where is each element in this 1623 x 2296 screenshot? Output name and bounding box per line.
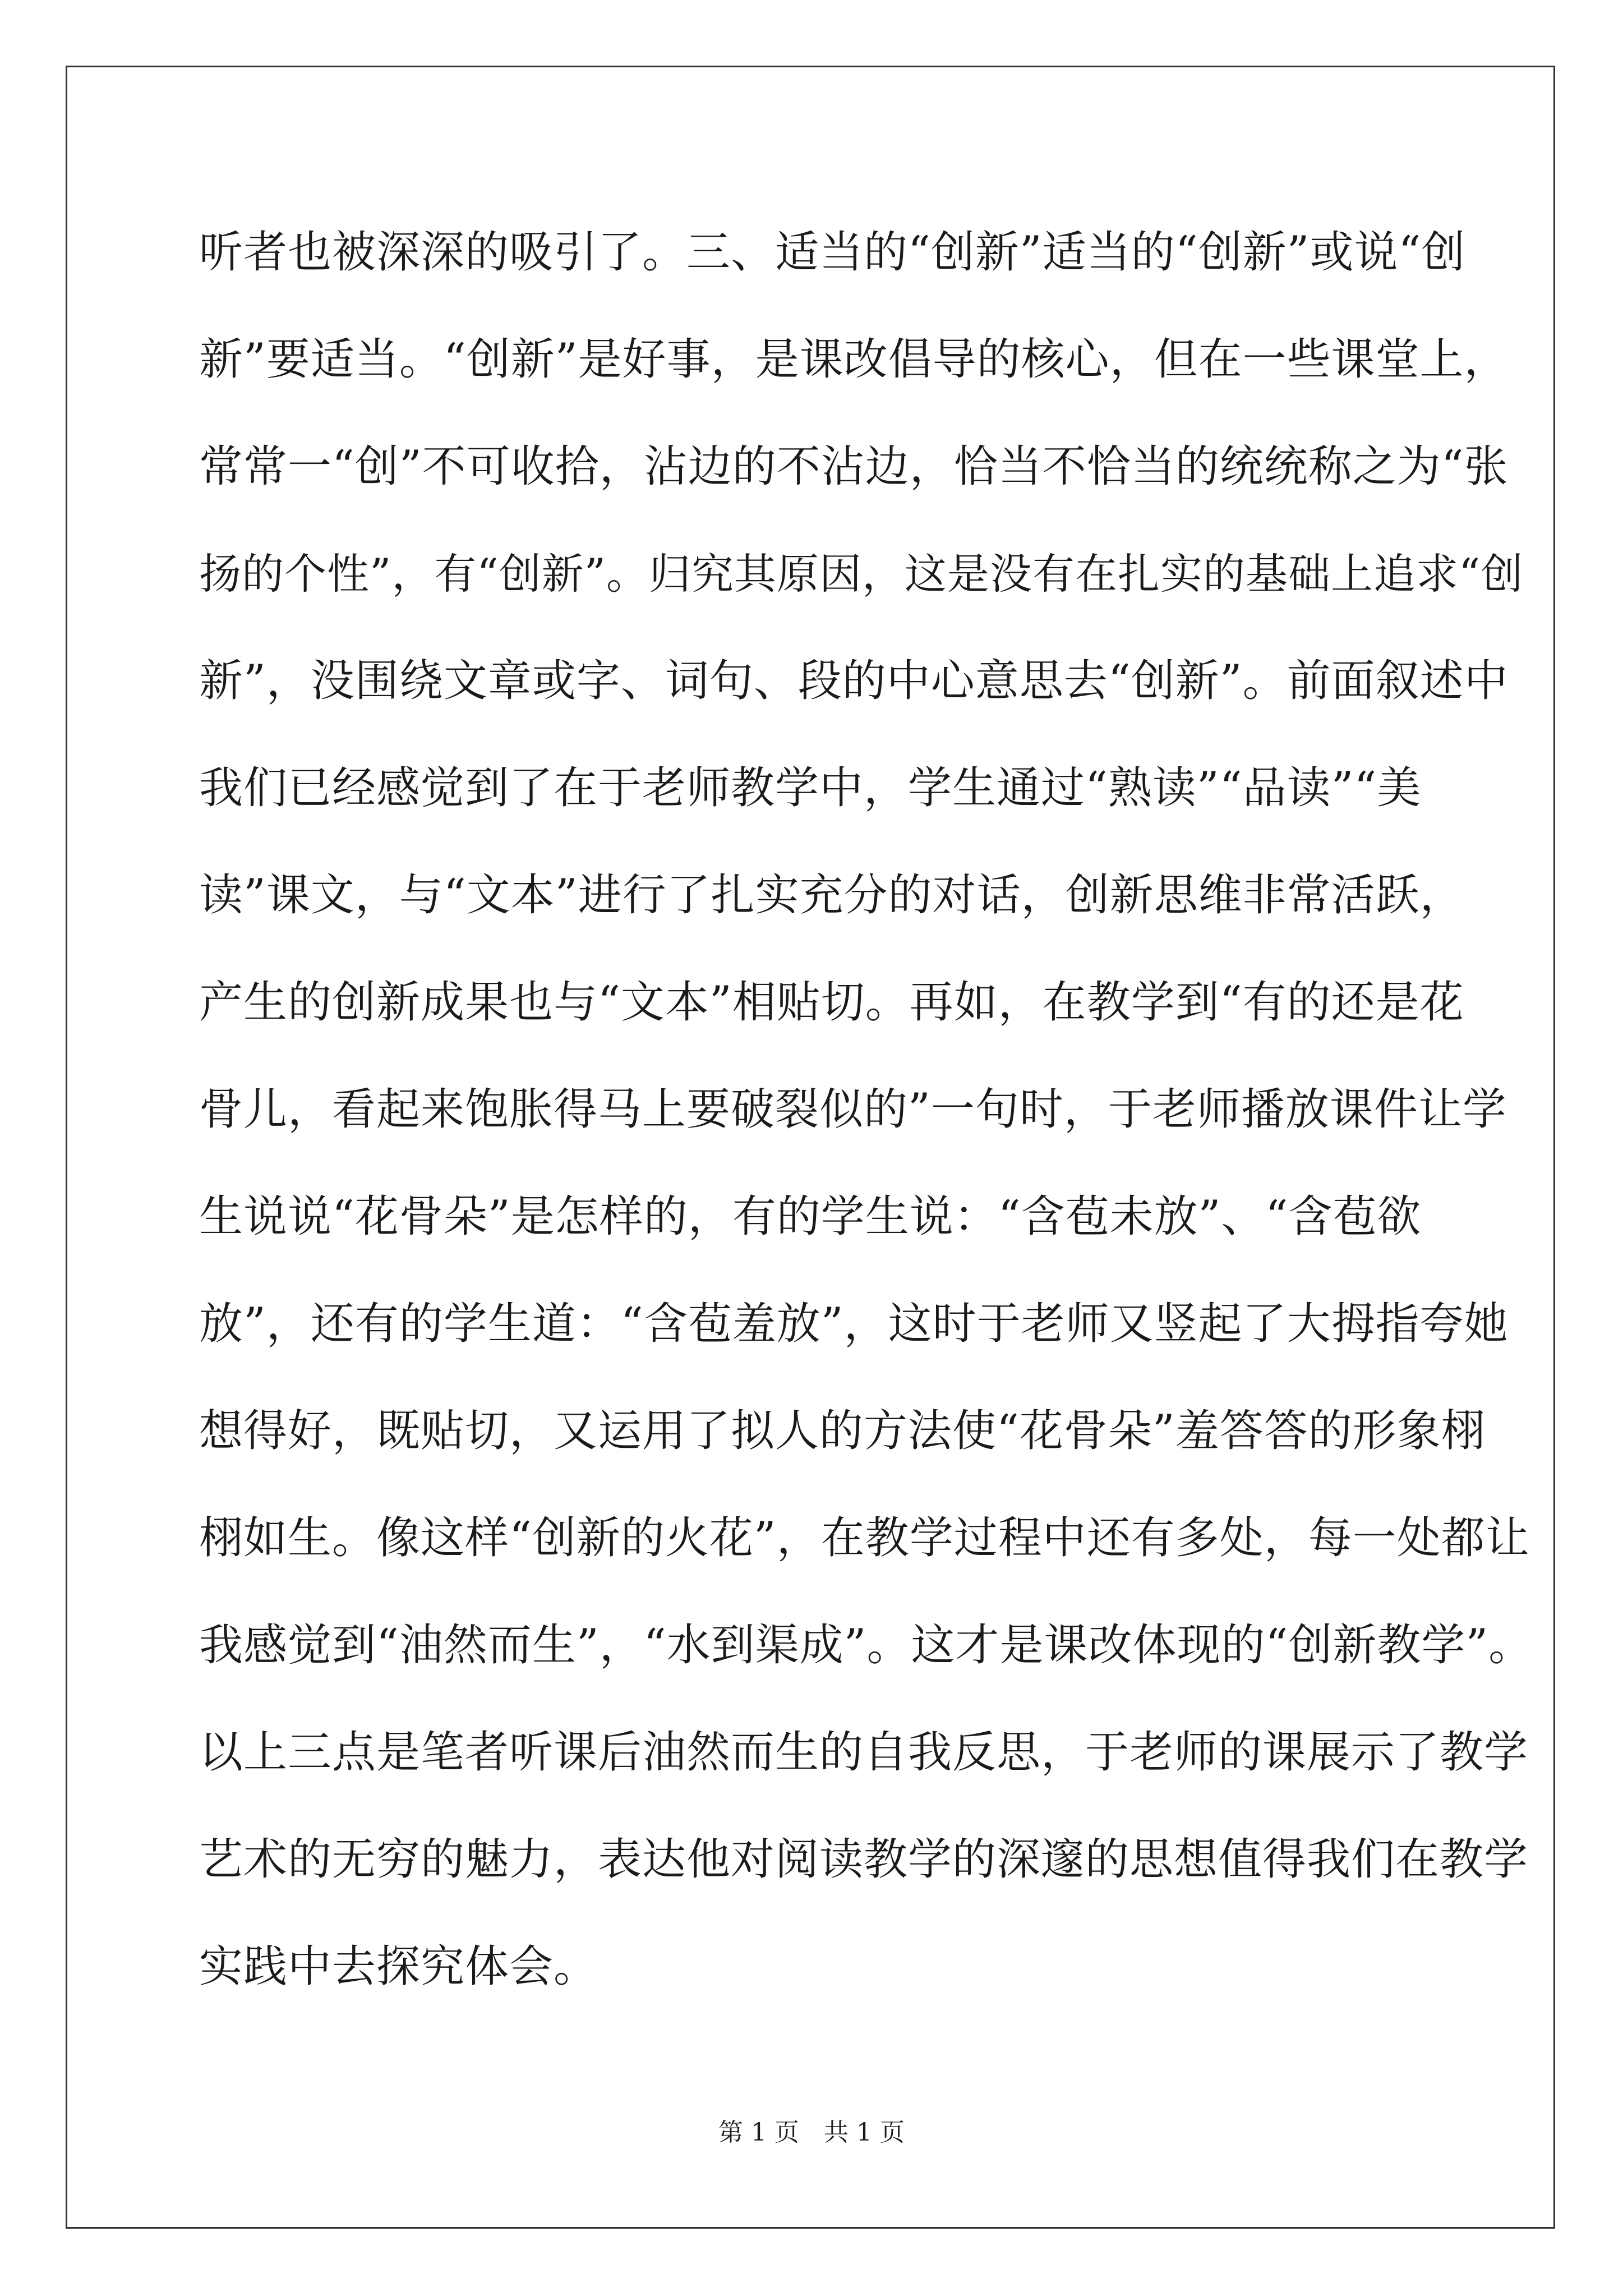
text-line: 读”课文，与“文本”进行了扎实充分的对话，创新思维非常活跃， <box>199 870 1464 921</box>
text-line: 常常一“创”不可收拾，沾边的不沾边，恰当不恰当的统统称之为“张 <box>199 441 1509 492</box>
text-line: 扬的个性”，有“创新”。归究其原因，这是没有在扎实的基础上追求“创 <box>199 549 1524 599</box>
text-line: 新”要适当。“创新”是好事，是课改倡导的核心，但在一些课堂上， <box>199 334 1509 385</box>
text-line: 以上三点是笔者听课后油然而生的自我反思，于老师的课展示了教学 <box>199 1727 1529 1778</box>
text-line: 生说说“花骨朵”是怎样的，有的学生说：“含苞未放”、“含苞欲 <box>199 1191 1422 1242</box>
page-number-footer: 第 1 页 共 1 页 <box>718 2118 905 2147</box>
text-line: 骨儿，看起来饱胀得马上要破裂似的”一句时，于老师播放课件让学 <box>199 1084 1507 1135</box>
text-line: 听者也被深深的吸引了。三、适当的“创新”适当的“创新”或说“创 <box>199 227 1466 278</box>
text-line: 栩如生。像这样“创新的火花”，在教学过程中还有多处，每一处都让 <box>199 1513 1530 1563</box>
text-line: 我们已经感觉到了在于老师教学中，学生通过“熟读”“品读”“美 <box>199 763 1422 813</box>
text-line: 想得好，既贴切，又运用了拟人的方法使“花骨朵”羞答答的形象栩 <box>199 1406 1486 1456</box>
body-text <box>199 222 1533 2043</box>
text-line: 我感觉到“油然而生”，“水到渠成”。这才是课改体现的“创新教学”。 <box>199 1620 1533 1671</box>
text-line: 放”，还有的学生道：“含苞羞放”，这时于老师又竖起了大拇指夸她 <box>199 1299 1509 1349</box>
text-line: 新”，没围绕文章或字、词句、段的中心意思去“创新”。前面叙述中 <box>199 656 1509 706</box>
text-line: 产生的创新成果也与“文本”相贴切。再如，在教学到“有的还是花 <box>199 977 1464 1028</box>
text-line: 艺术的无穷的魅力，表达他对阅读教学的深邃的思想值得我们在教学 <box>199 1834 1529 1885</box>
text-line: 实践中去探究体会。 <box>199 1941 598 1992</box>
